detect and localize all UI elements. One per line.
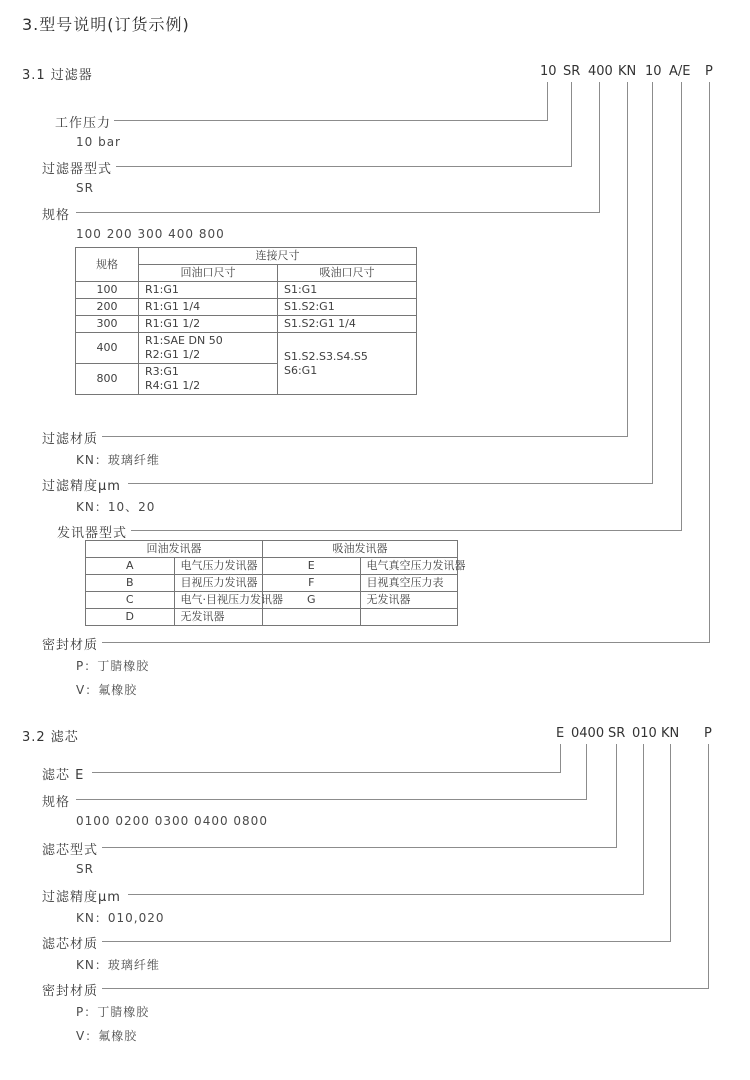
spec-label: 规格 xyxy=(42,208,71,223)
table-cell: 800 xyxy=(76,364,139,395)
table-cell: 400 xyxy=(76,333,139,364)
section-element-heading: 3.2 滤芯 xyxy=(22,730,79,745)
seal-option-v: V：氟橡胶 xyxy=(76,683,138,697)
indicator-type-label: 发讯器型式 xyxy=(57,526,128,541)
element-precision-label: 过滤精度μm xyxy=(42,890,121,905)
element-material-label: 滤芯材质 xyxy=(42,937,99,952)
table-cell: E xyxy=(263,558,361,575)
table-cell: 规格 xyxy=(76,248,139,282)
leader-line xyxy=(116,166,572,167)
element-code-spec: 0400 xyxy=(571,726,605,741)
element-seal-option-p: P：丁腈橡胶 xyxy=(76,1005,150,1019)
filter-material-value: KN：玻璃纤维 xyxy=(76,453,160,467)
cell-line: R1:SAE DN 50 xyxy=(145,334,223,347)
table-row xyxy=(86,592,458,609)
table-row xyxy=(86,575,458,592)
table-cell: 300 xyxy=(76,316,139,333)
filter-type-value: SR xyxy=(76,181,94,195)
spec-table xyxy=(75,247,417,395)
element-spec-values: 0100 0200 0300 0400 0800 xyxy=(76,814,268,828)
element-seal-label: 密封材质 xyxy=(42,984,99,999)
leader-line xyxy=(102,988,709,989)
leader-line xyxy=(627,82,628,436)
table-row xyxy=(76,316,417,333)
leader-line xyxy=(670,744,671,941)
table-cell: 回油发讯器 xyxy=(86,541,263,558)
table-cell xyxy=(139,333,278,364)
cell-line: S6:G1 xyxy=(284,363,318,377)
leader-line xyxy=(547,82,548,120)
table-cell: 100 xyxy=(76,282,139,299)
leader-line xyxy=(128,894,644,895)
leader-line xyxy=(128,483,653,484)
leader-line xyxy=(114,120,548,121)
leader-line xyxy=(102,642,710,643)
element-code-precision: 010 xyxy=(632,726,657,741)
table-cell xyxy=(360,609,458,626)
indicator-table xyxy=(85,540,466,626)
element-code-type: SR xyxy=(608,726,626,741)
table-row xyxy=(76,282,417,299)
leader-line xyxy=(643,744,644,894)
table-cell: 吸油口尺寸 xyxy=(278,265,417,282)
table-cell xyxy=(263,609,361,626)
table-cell: S1:G1 xyxy=(278,282,417,299)
table-cell: B xyxy=(86,575,175,592)
element-code-e: E xyxy=(556,726,565,741)
table-cell xyxy=(139,364,278,395)
filter-code-indicator: A/E xyxy=(669,64,691,79)
table-row xyxy=(86,541,458,558)
leader-line xyxy=(571,82,572,166)
filter-code-spec: 400 xyxy=(588,64,613,79)
leader-line xyxy=(708,744,709,988)
table-cell: R1:G1 xyxy=(139,282,278,299)
table-cell: 电气·目视压力发讯器 xyxy=(174,592,263,609)
seal-material-label: 密封材质 xyxy=(42,638,99,653)
working-pressure-label: 工作压力 xyxy=(55,116,112,131)
leader-line xyxy=(102,847,617,848)
leader-line xyxy=(102,941,671,942)
leader-line xyxy=(131,530,682,531)
filter-precision-value: KN：10、20 xyxy=(76,500,156,514)
leader-line xyxy=(76,799,587,800)
table-cell: 目视压力发讯器 xyxy=(174,575,263,592)
table-cell: 无发讯器 xyxy=(360,592,458,609)
table-cell: 电气真空压力发讯器 xyxy=(360,558,458,575)
table-cell: A xyxy=(86,558,175,575)
table-cell: C xyxy=(86,592,175,609)
filter-code-material: KN xyxy=(618,64,637,79)
element-code-material: KN xyxy=(661,726,680,741)
element-material-value: KN：玻璃纤维 xyxy=(76,958,160,972)
cell-line: R3:G1 xyxy=(145,365,179,378)
table-row xyxy=(76,248,417,265)
leader-line xyxy=(586,744,587,799)
element-type-label: 滤芯型式 xyxy=(42,843,99,858)
table-cell xyxy=(278,333,417,395)
leader-line xyxy=(652,82,653,483)
table-cell: 电气压力发讯器 xyxy=(174,558,263,575)
filter-precision-label: 过滤精度μm xyxy=(42,479,121,494)
leader-line xyxy=(76,212,600,213)
filter-code-seal: P xyxy=(705,64,713,79)
leader-line xyxy=(599,82,600,212)
table-cell: 吸油发讯器 xyxy=(263,541,458,558)
table-row xyxy=(76,333,417,364)
cell-line: R4:G1 1/2 xyxy=(145,379,201,392)
element-precision-value: KN：010,020 xyxy=(76,911,165,925)
table-cell: 回油口尺寸 xyxy=(139,265,278,282)
table-cell: R1:G1 1/2 xyxy=(139,316,278,333)
leader-line xyxy=(616,744,617,847)
leader-line xyxy=(92,772,561,773)
filter-type-label: 过滤器型式 xyxy=(42,162,113,177)
leader-line xyxy=(681,82,682,530)
page-title: 3.型号说明(订货示例) xyxy=(22,15,190,34)
cell-line: S1.S2.S3.S4.S5 xyxy=(284,349,368,363)
element-seal-option-v: V：氟橡胶 xyxy=(76,1029,138,1043)
cell-line: R2:G1 1/2 xyxy=(145,348,201,361)
table-row xyxy=(86,609,458,626)
table-cell: S1.S2:G1 xyxy=(278,299,417,316)
table-cell: F xyxy=(263,575,361,592)
element-code-seal: P xyxy=(704,726,712,741)
table-cell: 无发讯器 xyxy=(174,609,263,626)
spec-values: 100 200 300 400 800 xyxy=(76,227,225,241)
table-row xyxy=(86,558,458,575)
seal-option-p: P：丁腈橡胶 xyxy=(76,659,150,673)
filter-material-label: 过滤材质 xyxy=(42,432,99,447)
element-type-value: SR xyxy=(76,862,94,876)
table-cell: 连接尺寸 xyxy=(139,248,417,265)
table-row xyxy=(76,299,417,316)
table-cell: 200 xyxy=(76,299,139,316)
filter-code-type: SR xyxy=(563,64,581,79)
table-cell: S1.S2:G1 1/4 xyxy=(278,316,417,333)
element-label: 滤芯 E xyxy=(42,768,85,783)
section-filter-heading: 3.1 过滤器 xyxy=(22,68,93,83)
filter-code-precision: 10 xyxy=(645,64,662,79)
leader-line xyxy=(709,82,710,642)
table-cell: 目视真空压力表 xyxy=(360,575,458,592)
element-spec-label: 规格 xyxy=(42,795,71,810)
filter-code-pressure: 10 xyxy=(540,64,557,79)
table-cell: G xyxy=(263,592,361,609)
leader-line xyxy=(560,744,561,772)
working-pressure-value: 10 bar xyxy=(76,135,121,149)
table-cell: D xyxy=(86,609,175,626)
table-cell: R1:G1 1/4 xyxy=(139,299,278,316)
leader-line xyxy=(102,436,628,437)
